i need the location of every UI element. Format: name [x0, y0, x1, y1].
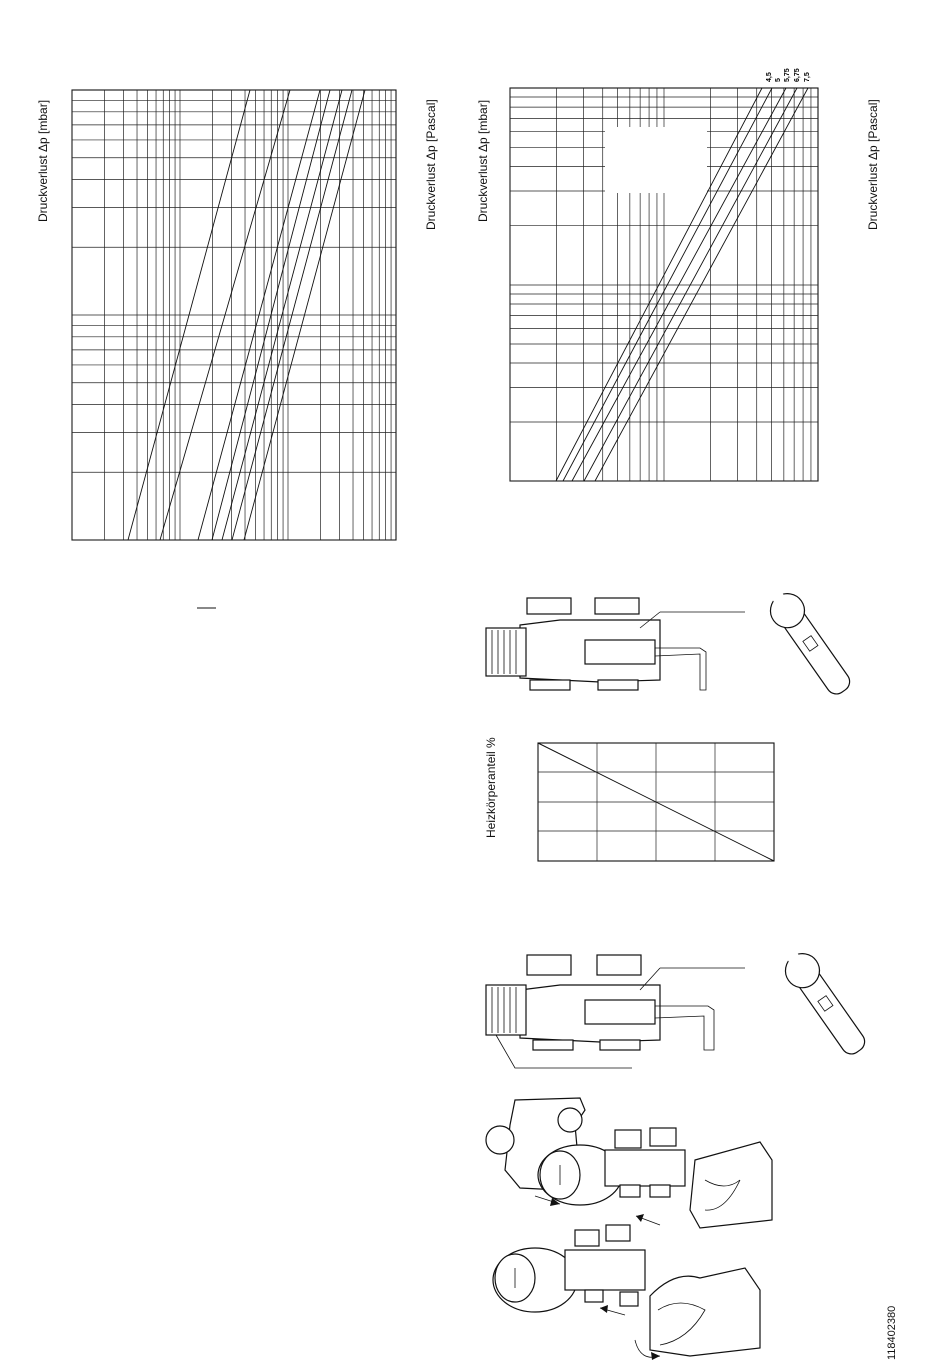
- insulation-shell-right: [690, 1142, 772, 1228]
- right-chart-ylabel-pascal: Druckverlust Δp [Pascal]: [866, 99, 880, 230]
- right-chart-curve-label: 6,75: [794, 68, 801, 82]
- assembled-valve: [493, 1225, 760, 1360]
- right-chart-ylabel-mbar: Druckverlust Δp [mbar]: [476, 99, 490, 222]
- right-chart-curve-label: 5,75: [784, 68, 791, 82]
- right-chart-curve-label: 4,5: [766, 72, 773, 82]
- left-chart-ylabel-pascal: Druckverlust Δp [Pascal]: [424, 99, 438, 230]
- right-chart-curve-label: 7,5: [804, 72, 811, 82]
- right-chart-curve-label: 5: [775, 78, 782, 82]
- document-number: 118402380: [886, 1305, 898, 1360]
- share-chart-ylabel: Heizkörperanteil %: [484, 737, 498, 838]
- left-chart-ylabel-mbar: Druckverlust Δp [mbar]: [36, 99, 50, 222]
